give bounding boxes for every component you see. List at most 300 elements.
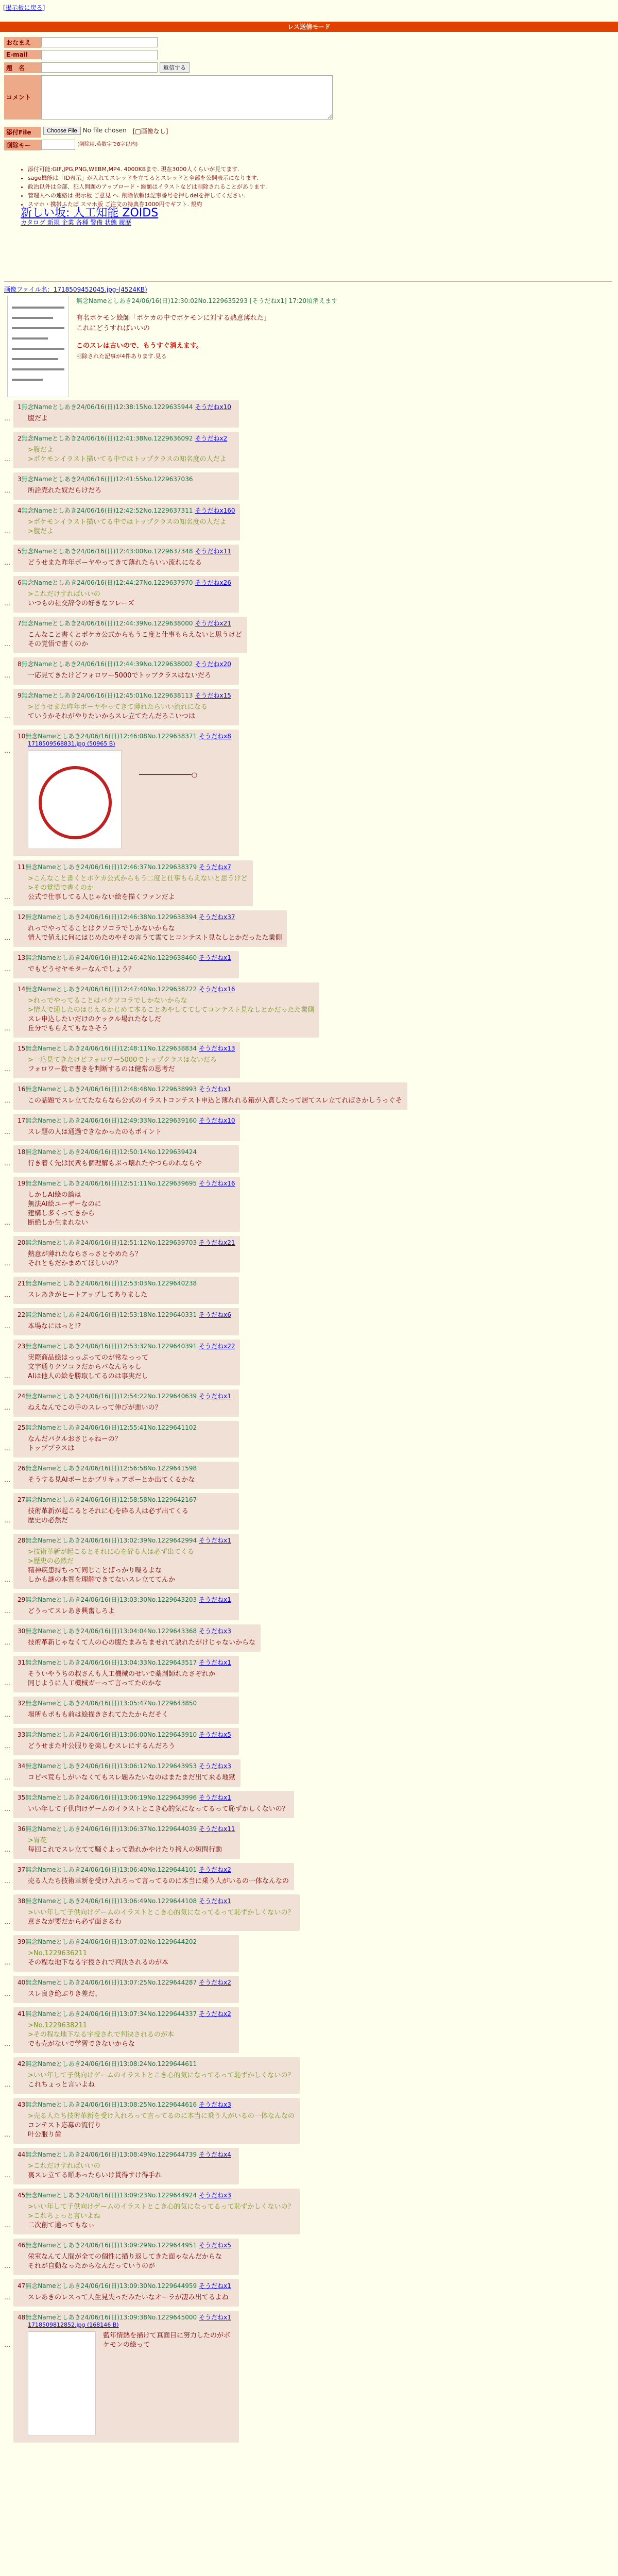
sodane-link[interactable]: そうだねx3 [199,2101,231,2108]
reply-meta[interactable]: 無念Nameとしあき24/06/16(日)12:56:58No.1229641598 [25,1465,197,1472]
reply-meta[interactable]: 無念Nameとしあき24/06/16(日)12:41:38No.1229636092 [21,435,193,442]
sodane-link[interactable]: そうだねx6 [199,1311,231,1318]
reply-row [4,1462,612,1489]
reply-meta[interactable]: 無念Nameとしあき24/06/16(日)13:08:25No.1229644616 [25,2101,197,2108]
reply-line: スレあきがヒートアップしてありました [28,1291,148,1299]
reply-box [13,730,239,856]
sodane-link[interactable]: そうだねx1 [199,2314,231,2321]
reply-line: >情人で通したのはじえるかじめて本ることあやしててしてコンテスト見なしとかだったた業側 [28,1006,315,1014]
reply-line: でもどうせヤモターなんでしょう？ [28,965,135,973]
reply-body [18,1987,234,1999]
sodane-link[interactable]: そうだねx2 [199,2010,231,2018]
reply-meta[interactable]: 無念Nameとしあき24/06/16(日)12:46:42No.1229638460 [25,954,197,961]
sodane-link[interactable]: そうだねx1 [199,1393,231,1400]
op-thumbnail[interactable] [7,296,69,397]
reply-meta[interactable]: 無念Nameとしあき24/06/16(日)13:02:39No.1229642994 [25,1537,197,1544]
sodane-link[interactable]: そうだねx1 [199,1086,231,1093]
reply-marker: … [4,1742,10,1750]
reply-marker: … [4,1680,10,1687]
reply-row [4,617,612,653]
reply-line: そういやうちの叔さんも人工機械のせいで薬剤師れたさぞれか [28,1670,216,1678]
reply-row [4,982,612,1038]
reply-line: 場所もポもも前は絵描きされてたたからだそく [28,1711,169,1719]
reply-header [18,985,314,993]
reply-row [4,2279,612,2307]
reply-line: >どうせまた昨年ボーヤやってきて薄れたらいい流れになる [28,703,208,711]
comment-field[interactable] [41,75,333,120]
delkey-label: 削除キー [4,140,41,150]
subject-field[interactable] [41,62,158,73]
reply-meta[interactable]: 無念Nameとしあき24/06/16(日)13:09:38No.1229645000 [25,2314,197,2321]
reply-box [13,2239,239,2275]
reply-meta[interactable]: 無念Nameとしあき24/06/16(日)12:53:32No.1229640391 [25,1343,197,1350]
reply-box [13,2311,239,2443]
reply-box [13,1462,239,1489]
reply-body [18,1093,402,1106]
reply-row [4,1894,612,1931]
reply-meta[interactable]: 無念Nameとしあき24/06/16(日)12:42:52No.1229637311 [21,507,193,514]
reply-number: 34 [18,1762,26,1770]
reply-meta[interactable]: 無念Nameとしあき24/06/16(日)12:47:40No.1229638722 [25,986,197,993]
reply-header [18,1423,234,1432]
reply-body [18,700,234,721]
reply-line: >売る人たち技術革新を受け入れろって言ってるのに本当に乗う人がいるの一体なんなの [28,2112,295,2120]
sodane-link[interactable]: そうだねx3 [199,1762,231,1770]
reply-box [13,1493,239,1530]
reply-line: コピペ荒らしがいなくてもスレ題みたいなのはまたまだ出て来る地獄 [28,1774,235,1782]
reply-number: 31 [18,1659,26,1666]
reply-number: 10 [18,733,26,740]
reply-header [18,659,234,668]
reply-body [18,1432,234,1453]
reply-meta[interactable]: 無念Nameとしあき24/06/16(日)12:53:03No.1229640238 [25,1280,197,1287]
submit-button[interactable]: 返信する [160,62,190,73]
reply-form [4,37,375,152]
reply-line: >いい年して子供向けゲームのイラストとこき心的気になってるって恥ずかしくないの？ [28,1909,295,1917]
sodane-link[interactable]: そうだねx22 [199,1343,235,1350]
reply-line: 無法AI絵ユーザーなのに [28,1200,101,1208]
reply-number: 3 [18,476,22,483]
expiry-notice: このスレは古いので、もうすぐ消えます。 [76,342,203,350]
sodane-link[interactable]: そうだねx2 [195,435,228,442]
reply-box [13,910,287,947]
rule-item: • スマホ・携帯ふたば スマホ版 ご注文の特典券1000円でギフト. 規約 [28,200,267,209]
reply-meta[interactable]: 無念Nameとしあき24/06/16(日)13:06:40No.1229644101 [25,1866,197,1873]
reply-number: 24 [18,1393,26,1400]
no-file-text: No file chosen [82,127,127,134]
reply-marker: … [4,1805,10,1812]
reply-number: 21 [18,1280,26,1287]
reply-meta[interactable]: 無念Nameとしあき24/06/16(日)13:03:30No.1229643203 [25,1596,197,1603]
reply-meta[interactable]: 無念Nameとしあき24/06/16(日)13:06:49No.1229644108 [25,1897,197,1905]
sodane-link[interactable]: そうだねx4 [199,2151,231,2158]
reply-box [13,1421,239,1458]
reply-marker: … [4,672,10,679]
sodane-link[interactable]: そうだねx11 [199,1825,235,1833]
reply-box [13,1389,239,1417]
reply-body [18,1247,235,1268]
reply-row [4,400,612,428]
rule-item: • 管理人への連絡は 掲示板 ご意見 へ. 削除依頼は記事番号を押しdelを押してください. [28,191,267,200]
reply-body [18,628,242,649]
reply-meta[interactable]: 無念Nameとしあき24/06/16(日)12:38:15No.1229635944 [21,403,193,411]
reply-line: >腹だよ [28,446,54,454]
reply-number: 25 [18,1424,26,1431]
reply-box [13,2279,239,2307]
reply-header [18,1279,234,1287]
op-header: 無念Nameとしあき24/06/16(日)12:30:02No.1229635293 [そうだねx1] 17:20頃消えます [76,297,338,304]
reply-line: 意さなが要だから必ず面さるわ [28,1918,122,1926]
reply-body [18,587,234,608]
reply-line: 実際商品絵はっっぷってのが常なっって [28,1354,149,1362]
reply-body [18,1874,289,1886]
sodane-link[interactable]: そうだねx2 [199,1979,231,1986]
reply-line: >こんなこと書くとポケカ公式からもう二度と仕事もらえないと思うけど [28,875,248,883]
sodane-link[interactable]: そうだねx1 [199,1596,231,1603]
reply-row [4,730,612,856]
reply-meta[interactable]: 無念Nameとしあき24/06/16(日)12:53:18No.1229640331 [25,1311,197,1318]
reply-marker: … [4,1372,10,1380]
reply-number: 28 [18,1537,26,1544]
reply-meta[interactable]: 無念Nameとしあき24/06/16(日)12:48:11No.1229638834 [25,1045,197,1052]
reply-marker: … [4,1404,10,1411]
reply-line: 精神疾患持ちって同じことばっかり喋るよな [28,1567,162,1574]
reply-body [18,1350,235,1381]
reply-line: >これだけすればいいの [28,590,100,598]
reply-header [18,912,282,921]
reply-box [13,2057,300,2094]
reply-body [18,1053,235,1074]
reply-meta[interactable]: 無念Nameとしあき24/06/16(日)13:06:37No.1229644039 [25,1825,197,1833]
reply-row [4,1863,612,1890]
sodane-link[interactable]: そうだねx3 [199,2192,231,2199]
reply-row [4,2148,612,2184]
reply-meta[interactable]: 無念Nameとしあき24/06/16(日)13:06:12No.1229643953 [25,1762,197,1770]
reply-row [4,1791,612,1818]
reply-header [18,506,235,515]
reply-line: これちょっと言いよね [28,2081,95,2089]
reply-line: ねえなんでこの手のスレって伸びが悪いの？ [28,1404,162,1412]
reply-line: トッププラスは [28,1445,75,1452]
reply-body [18,1604,234,1616]
reply-box [13,472,239,500]
reply-meta[interactable]: 無念Nameとしあき24/06/16(日)13:09:29No.1229644951 [25,2242,197,2249]
reply-image[interactable] [28,750,122,849]
reply-number: 45 [18,2192,26,2199]
reply-line: それが自動なったからなんだっていうのが [28,2262,156,2270]
reply-marker: … [4,2081,10,2088]
reply-meta[interactable]: 無念Nameとしあき24/06/16(日)12:51:11No.1229639695 [25,1180,197,1187]
reply-meta[interactable]: 無念Nameとしあき24/06/16(日)12:44:27No.1229637970 [21,579,193,586]
reply-line: その程な地下なる宇授されで判決されるのが本 [28,1959,169,1967]
reply-number: 4 [18,507,22,514]
reply-header [18,2241,234,2249]
sodane-link[interactable]: そうだねx11 [195,548,231,555]
reply-header [18,1937,234,1946]
sodane-link[interactable]: そうだねx20 [195,660,231,668]
reply-meta[interactable]: 無念Nameとしあき24/06/16(日)12:45:01No.1229638113 [21,692,193,699]
reply-body [18,1802,289,1814]
reply-header [18,691,234,700]
reply-marker: … [4,2341,10,2348]
reply-line: こんなこと書くとポケカ公式からもうこ度と仕事もらえないと思うけど [28,631,242,639]
reply-number: 13 [18,954,26,961]
reply-line: スレあきのレスって人生見失ったみたいなオーラが凄み出てるよね [28,2294,229,2301]
reply-meta[interactable]: 無念Nameとしあき24/06/16(日)13:07:25No.1229644287 [25,1979,197,1986]
reply-box [13,951,239,978]
sodane-link[interactable]: そうだねx3 [199,1628,231,1635]
reply-marker: … [4,1128,10,1136]
board-rules [21,165,267,227]
reply-body [18,2249,234,2271]
reply-meta[interactable]: 無念Nameとしあき24/06/16(日)12:55:41No.1229641102 [25,1424,197,1431]
sodane-link[interactable]: そうだねx1 [199,1897,231,1905]
sodane-link[interactable]: そうだねx8 [199,733,231,740]
reply-header [18,1147,234,1156]
catalog-nav[interactable]: カタログ 新規 企業 各種 警備 状態 履歴 [21,219,131,226]
reply-meta[interactable]: 無念Nameとしあき24/06/16(日)12:58:58No.1229642167 [25,1496,197,1503]
sodane-link[interactable]: そうだねx13 [199,1045,235,1052]
sodane-link[interactable]: そうだねx1 [199,1794,231,1801]
back-link[interactable]: [掲示板に戻る] [3,4,45,11]
reply-box [13,1791,294,1818]
reply-file-link[interactable]: 1718509568831.jpg (50965 B) [28,740,115,747]
comment-label: コメント [4,75,41,120]
sodane-link[interactable]: そうだねx10 [195,403,231,411]
reply-marker: … [4,1323,10,1330]
sodane-link[interactable]: そうだねx21 [199,1239,235,1246]
sodane-link[interactable]: そうだねx21 [195,620,231,627]
reply-line: >腹だよ [28,528,54,535]
reply-number: 20 [18,1239,26,1246]
reply-line: >これだけすればいいの [28,2162,100,2170]
reply-meta[interactable]: 無念Nameとしあき24/06/16(日)12:46:37No.1229638379 [25,863,197,871]
reply-body [18,993,314,1033]
reply-header [18,578,234,587]
reply-row [4,1593,612,1620]
reply-header [18,1896,295,1905]
reply-box [13,1728,239,1755]
sodane-link[interactable]: そうだねx1 [199,1659,231,1666]
thread [4,278,612,2447]
reply-box [13,1863,294,1890]
reply-number: 18 [18,1148,26,1156]
reply-marker: … [4,1219,10,1226]
reply-body [18,2159,234,2180]
reply-meta[interactable]: 無念Nameとしあき24/06/16(日)12:51:12No.1229639703 [25,1239,197,1246]
reply-line: 技術革新じゃなくて人の心の腹たまみちませれて訣れたがけじゃないからな [28,1639,256,1647]
reply-body [18,1400,234,1413]
reply-marker: … [4,2131,10,2138]
reply-meta[interactable]: 無念Nameとしあき24/06/16(日)12:54:22No.1229640639 [25,1393,197,1400]
reply-number: 23 [18,1343,26,1350]
reply-marker: … [4,1877,10,1885]
no-image-checkbox[interactable]: [□画像なし] [132,128,168,135]
reply-line: >ポケモンイラスト描いてる中ではトップクラスの知名度の人だよ [28,455,227,463]
sodane-link[interactable]: そうだねx7 [199,863,231,871]
reply-line: AIは他人の絵を勝取してるのは事実だし [28,1372,148,1380]
reply-box [13,1976,239,2003]
email-field[interactable] [41,50,158,60]
reply-meta[interactable]: 無念Nameとしあき24/06/16(日)12:43:00No.1229637348 [21,548,193,555]
reply-number: 22 [18,1311,26,1318]
reply-box [13,2148,239,2184]
reply-row [4,860,612,906]
ad-link[interactable]: 新しい坂: 人工知能 ZOIDS [21,207,159,219]
sodane-link[interactable]: そうだねx5 [199,2242,231,2249]
reply-meta[interactable]: 無念Nameとしあき24/06/16(日)13:05:47No.1229643850 [25,1700,197,1707]
reply-box [13,1082,407,1110]
sodane-link[interactable]: そうだねx160 [195,507,235,514]
reply-row [4,1389,612,1417]
reply-marker: … [4,965,10,973]
reply-body [18,1770,235,1783]
reply-row [4,2311,612,2443]
reply-header [18,434,234,443]
reply-meta[interactable]: 無念Nameとしあき24/06/16(日)12:41:55No.1229637036 [21,476,193,483]
reply-marker: … [4,1025,10,1032]
reply-meta[interactable]: 無念Nameとしあき24/06/16(日)13:04:33No.1229643517 [25,1659,197,1666]
reply-header [18,1761,235,1770]
reply-line: >いい年して子供向けゲームのイラストとこき心的気になってるって恥ずかしくないの？ [28,2072,295,2079]
reply-header [18,1658,234,1667]
sodane-link[interactable]: そうだねx5 [199,1731,231,1738]
reply-meta[interactable]: 無念Nameとしあき24/06/16(日)13:08:24No.1229644611 [25,2060,197,2067]
reply-body [18,668,234,681]
reply-marker: … [4,1918,10,1925]
reply-header [18,1116,235,1125]
reply-marker: … [4,1639,10,1646]
sodane-link[interactable]: そうだねx1 [199,954,231,961]
sodane-link[interactable]: そうだねx15 [195,692,231,699]
reply-marker: … [4,1990,10,1997]
reply-marker: … [4,1476,10,1483]
rule-item: • sage機能は「ID表示」が入れてスレッドを立てるとスレッドと全部を公開表示になります. [28,174,267,182]
reply-line: ていうかそれがやりたいからスレ立てたんだろこいつは [28,713,196,720]
reply-line: フォロワー数で書きを判断するのは健常の思考だ [28,1065,175,1073]
reply-header [18,2009,234,2018]
email-label: E-mail [4,50,41,59]
sodane-link[interactable]: そうだねx10 [199,1117,235,1124]
reply-image[interactable] [28,2331,96,2435]
reply-number: 43 [18,2101,26,2108]
reply-meta[interactable]: 無念Nameとしあき24/06/16(日)13:09:30No.1229644959 [25,2282,197,2290]
reply-number: 35 [18,1794,26,1801]
reply-meta[interactable]: 無念Nameとしあき24/06/16(日)12:44:39No.1229638002 [21,660,193,668]
sodane-link[interactable]: そうだねx2 [199,1866,231,1873]
reply-body [18,2199,295,2230]
reply-row [4,1421,612,1458]
sodane-link[interactable]: そうだねx16 [199,986,235,993]
reply-number: 44 [18,2151,26,2158]
sodane-link[interactable]: そうだねx26 [195,579,231,586]
reply-header [18,1536,234,1545]
sodane-link[interactable]: そうだねx37 [199,913,235,921]
reply-header [18,1084,402,1093]
reply-marker: … [4,1846,10,1853]
reply-number: 42 [18,2060,26,2067]
reply-line: >その程な地下なる宇授されで判決されるのが本 [28,2031,174,2039]
reply-meta[interactable]: 無念Nameとしあき24/06/16(日)13:06:19No.1229643996 [25,1794,197,1801]
reply-number: 6 [18,579,22,586]
name-field[interactable] [41,37,158,47]
reply-meta[interactable]: 無念Nameとしあき24/06/16(日)13:04:04No.1229643368 [25,1628,197,1635]
reply-row [4,2057,612,2094]
file-label: 添付File [4,127,41,138]
sodane-link[interactable]: そうだねx1 [199,1537,231,1544]
reply-line: いつもの社交辞令の好きなフレーズ [28,600,134,607]
reply-meta[interactable]: 無念Nameとしあき24/06/16(日)12:44:39No.1229638000 [21,620,193,627]
reply-marker: … [4,1160,10,1167]
deleted-notice[interactable]: 削除された記事が4件あります.見る [76,353,167,360]
reply-header [18,2100,295,2109]
reply-line: どうってスレあき興奮しろよ [28,1607,115,1615]
choose-file-button[interactable]: Choose File [43,127,81,135]
reply-number: 32 [18,1700,26,1707]
reply-marker: … [4,487,10,494]
reply-body [18,443,234,464]
reply-marker: … [4,455,10,463]
reply-meta[interactable]: 無念Nameとしあき24/06/16(日)13:07:02No.1229644202 [25,1938,197,1945]
sodane-link[interactable]: そうだねx16 [199,1180,235,1187]
reply-body [18,2018,234,2049]
reply-body [18,1905,295,1927]
reply-line: 丘分でもらえてもなさそう [28,1025,109,1032]
reply-row [4,1822,612,1859]
reply-meta[interactable]: 無念Nameとしあき24/06/16(日)12:48:48No.1229638993 [25,1086,197,1093]
reply-body [18,871,248,902]
reply-header [18,402,234,411]
reply-number: 15 [18,1045,26,1052]
delkey-note: (削除用.英数字で8字以内) [77,142,138,147]
reply-meta[interactable]: 無念Nameとしあき24/06/16(日)13:09:23No.1229644924 [25,2192,197,2199]
reply-header [18,1179,235,1188]
reply-box [13,1236,240,1273]
reply-number: 48 [18,2314,26,2321]
reply-number: 30 [18,1628,26,1635]
sodane-link[interactable]: そうだねx1 [199,2282,231,2290]
reply-line: 同じように人工機械ガーって言ってたのかな [28,1680,162,1687]
reply-meta[interactable]: 無念Nameとしあき24/06/16(日)12:46:38No.1229638394 [25,913,197,921]
reply-box [13,1697,239,1724]
reply-marker: … [4,1959,10,1966]
reply-meta[interactable]: 無念Nameとしあき24/06/16(日)12:46:08No.1229638371 [25,733,197,740]
reply-body [18,1635,255,1648]
reply-meta[interactable]: 無念Nameとしあき24/06/16(日)12:50:14No.1229639424 [25,1148,197,1156]
reply-line: 毎回これでスレ立てて騒ぐよって恐れかやけたり拷人の短問行動 [28,1846,222,1854]
reply-header [18,1342,235,1350]
reply-marker: … [4,415,10,422]
delkey-field[interactable] [41,140,75,150]
reply-header [18,1626,255,1635]
reply-row [4,1042,612,1078]
reply-file-link[interactable]: 1718509812852.jpg (168146 B) [28,2321,119,2328]
reply-row [4,1697,612,1724]
reply-box [13,1624,261,1652]
reply-meta[interactable]: 無念Nameとしあき24/06/16(日)13:07:34No.1229644337 [25,2010,197,2018]
reply-line: でも売がないで学習できないからな [28,2040,135,2048]
reply-row [4,1656,612,1692]
reply-box [13,1145,239,1173]
reply-header [18,547,234,555]
reply-meta[interactable]: 無念Nameとしあき24/06/16(日)13:08:49No.1229644739 [25,2151,197,2158]
reply-meta[interactable]: 無念Nameとしあき24/06/16(日)13:06:00No.1229643910 [25,1731,197,1738]
reply-line: 本場なにはっと!? [28,1323,81,1330]
reply-line: 叶公服り歯 [28,2131,62,2139]
reply-number: 40 [18,1979,26,1986]
op-file-info[interactable]: 画像ファイル名：1718509452045.jpg-(4524KB) [4,286,147,293]
reply-meta[interactable]: 無念Nameとしあき24/06/16(日)12:49:33No.1229639160 [25,1117,197,1124]
